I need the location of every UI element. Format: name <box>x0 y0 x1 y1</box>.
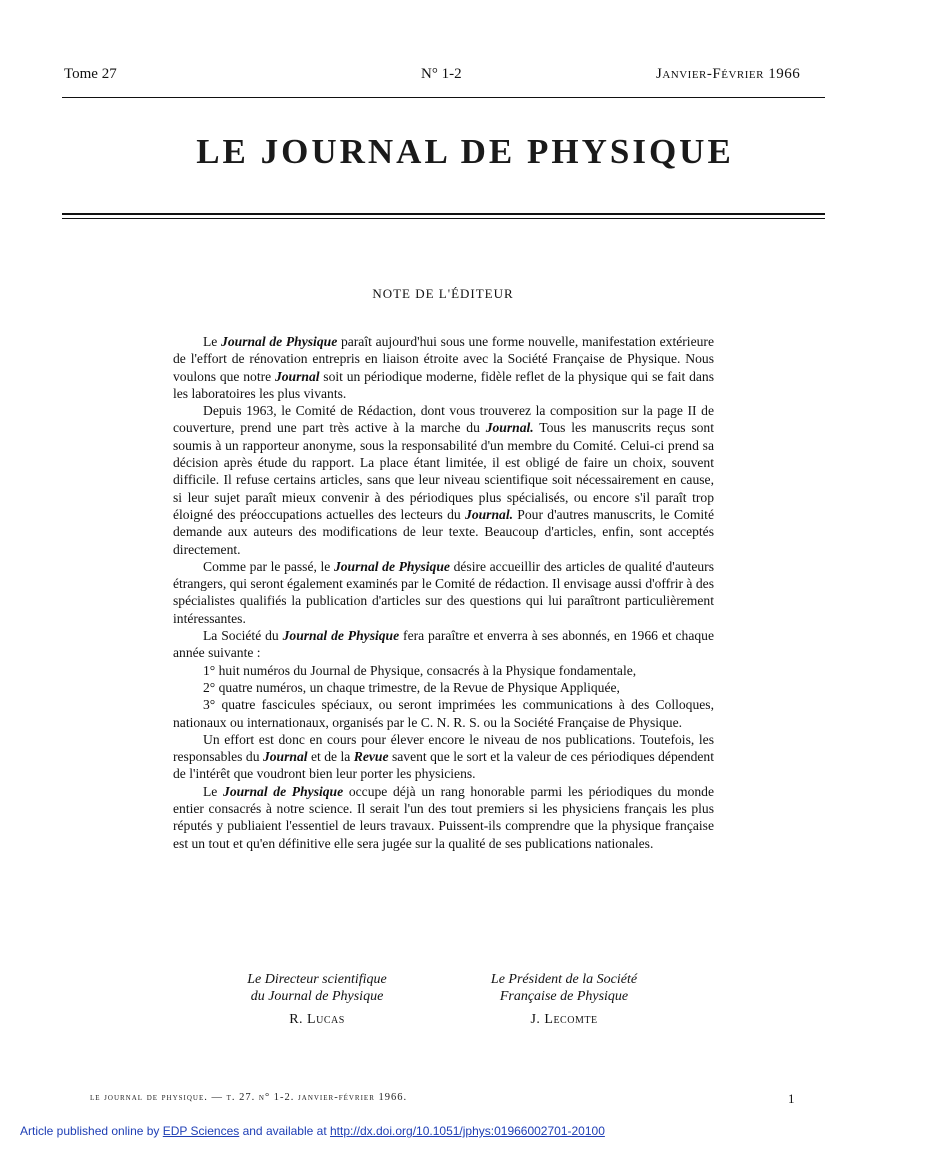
paragraph-text: Pour d'autres manuscrits, le Comité demande aux auteurs des modifications de leur texte. Beaucoup d'articles, enfin, sont acceptés directement. <box>173 506 714 557</box>
paragraph-text: désire accueillir des articles de qualité d'auteurs étrangers, qui seront également examinés par le Comité de rédaction. Il envisage aussi d'offrir à des spécialistes qualifiés la publication d'articles sur des questions qui lui paraîtront particulièrement intéressantes. <box>173 558 714 626</box>
journal-name-emphasis: Journal de Physique <box>282 628 400 644</box>
paragraph-text: fera paraître et enverra à ses abonnés, en 1966 et chaque année suivante : <box>173 628 715 661</box>
article-paragraph <box>173 402 714 558</box>
article-paragraph <box>173 558 714 627</box>
journal-name-emphasis: Journal <box>262 749 308 765</box>
signature-director <box>212 971 422 1028</box>
publisher-link[interactable]: EDP Sciences <box>162 1124 240 1138</box>
header-date: Janvier-Février 1966 <box>656 66 801 82</box>
paragraph-text: et de la <box>307 749 354 765</box>
signature-role-line: Française de Physique <box>499 989 629 1004</box>
paragraph-text: Un effort est donc en cours pour élever encore le niveau de nos publications. Toutefois, les responsables du <box>173 731 714 765</box>
article-body <box>173 333 714 852</box>
article-paragraph <box>173 731 714 783</box>
journal-name-emphasis: Journal de Physique <box>333 558 450 574</box>
article-paragraph <box>173 662 714 679</box>
footer-reference: le journal de physique. — t. 27. n° 1-2. janvier-février 1966. <box>90 1092 408 1103</box>
doi-link[interactable]: http://dx.doi.org/10.1051/jphys:01966002701-20100 <box>329 1124 605 1138</box>
signature-role-line: Le Directeur scientifique <box>247 972 387 987</box>
paragraph-text: soit un périodique moderne, fidèle reflet de la physique qui se fait dans les laboratoires les plus vivants. <box>173 368 714 401</box>
signature-role-line: du Journal de Physique <box>250 989 384 1004</box>
article-paragraph <box>173 627 714 662</box>
journal-name-emphasis: Journal de Physique <box>223 783 344 799</box>
page-number: 1 <box>788 1091 795 1106</box>
title-rule-top <box>62 213 825 215</box>
journal-name-emphasis: Journal. <box>485 420 534 436</box>
paragraph-text: savent que le sort et la valeur de ces périodiques dépendent de l'intérêt que voudront bien leur porter les physiciens. <box>173 749 715 782</box>
journal-name-emphasis: Journal de Physique <box>221 334 338 349</box>
paragraph-text: occupe déjà un rang honorable parmi les périodiques du monde entier consacrés à notre science. Il serait l'un des tout premiers si les physiciens français les plus réputés y publiaient l'essentiel de leurs travaux. Puissent-ils comprendre que la physique française est un tout et qu'en définitive elle sera jugée sur la qualité de ses publications nationales. <box>173 783 714 851</box>
signature-role-line: Le Président de la Société <box>490 972 638 987</box>
paragraph-text: 2° quatre numéros, un chaque trimestre, de la Revue de Physique Appliquée, <box>203 679 620 695</box>
article-paragraph <box>173 783 714 852</box>
title-rule-bottom <box>62 218 825 219</box>
journal-name-emphasis: Journal <box>274 368 320 384</box>
article-paragraph <box>173 696 714 731</box>
signature-president <box>455 971 673 1028</box>
signature-name: J. Lecomte <box>530 1012 598 1027</box>
section-title: NOTE DE L'ÉDITEUR <box>372 286 514 301</box>
paragraph-text: Le <box>203 334 222 349</box>
paragraph-text: Le <box>203 783 224 799</box>
header-rule <box>62 97 825 98</box>
journal-name-emphasis: Journal. <box>465 506 513 522</box>
paragraph-text: Comme par le passé, le <box>203 558 334 574</box>
header-volume: Tome 27 <box>64 66 117 82</box>
paragraph-text: Depuis 1963, le Comité de Rédaction, dont vous trouverez la composition sur la page II de couverture, prend une part très active à la marche du <box>173 403 714 436</box>
header-issue-number: N° 1-2 <box>421 66 462 82</box>
article-paragraph <box>173 679 714 696</box>
online-prefix: Article published online by <box>20 1124 163 1138</box>
paragraph-text: 3° quatre fascicules spéciaux, ou seront imprimées les communications à des Colloques, nationaux ou internationaux, organisés par le C. N. R. S. ou la Société Française de Physique. <box>173 697 714 730</box>
paragraph-text: 1° huit numéros du Journal de Physique, consacrés à la Physique fondamentale, <box>203 662 637 678</box>
online-publication-notice <box>20 1124 605 1138</box>
journal-name-emphasis: Revue <box>353 749 389 765</box>
paragraph-text: Tous les manuscrits reçus sont soumis à un rapporteur anonyme, sous la responsabilité d'un membre du Comité. Celui-ci prend sa décision après étude du rapport. La place étant limitée, il est obligé de faire un choix, souvent difficile. Il refuse certains articles, sans que leur niveau scientifique soit nécessairement en cause, si leur sujet paraît mieux convenir à des périodiques plus spécialisés, ou encore s'il paraît trop éloigné des préoccupations actuelles des lecteurs du <box>173 420 714 522</box>
online-middle: and available at <box>239 1124 330 1138</box>
journal-title: LE JOURNAL DE PHYSIQUE <box>196 132 734 171</box>
signature-name: R. Lucas <box>289 1012 345 1027</box>
article-paragraph <box>173 333 714 402</box>
paragraph-text: paraît aujourd'hui sous une forme nouvelle, manifestation extérieure de l'effort de rénovation entrepris en liaison étroite avec la Société Française de Physique. Nous voulons que notre <box>173 334 714 384</box>
paragraph-text: La Société du <box>203 628 283 644</box>
